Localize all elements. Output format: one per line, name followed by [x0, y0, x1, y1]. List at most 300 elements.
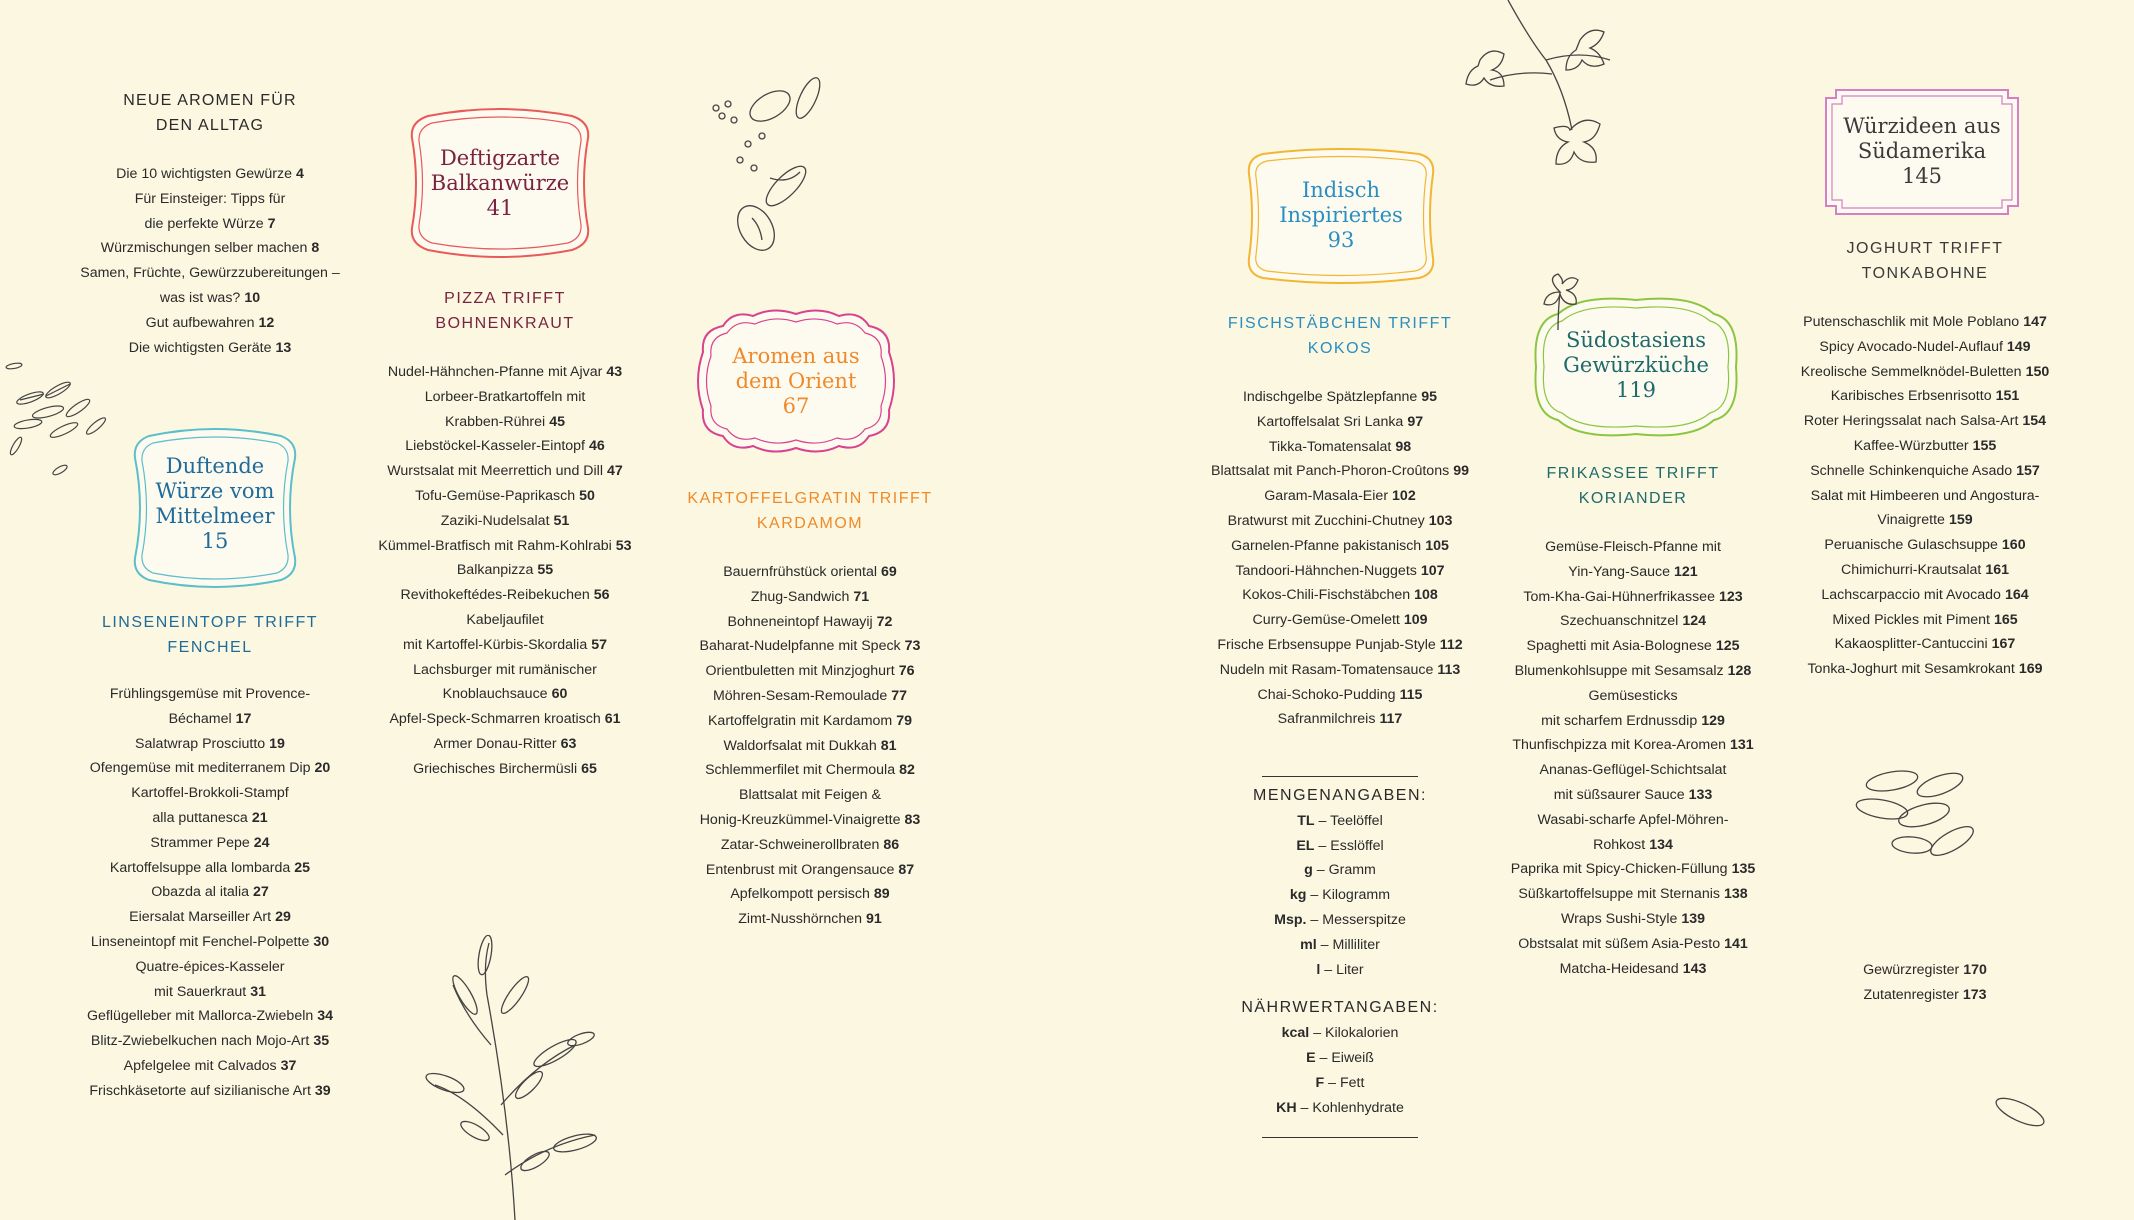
- toc-entry: [350, 484, 660, 509]
- toc-entry: [655, 808, 965, 833]
- toc-entry-title: Revithokeftédes-Reibekuchen: [400, 587, 590, 604]
- suedamerika-list: [1770, 310, 2080, 682]
- toc-entry-page: 151: [1995, 388, 2020, 405]
- toc-entry-title: Ananas-Geflügel-Schichtsalat: [1539, 762, 1727, 779]
- toc-entry-page: 76: [898, 663, 915, 680]
- toc-entry: [1478, 634, 1788, 659]
- toc-entry-title: Griechisches Birchermüsli: [413, 760, 578, 777]
- toc-entry-page: 154: [2022, 413, 2047, 430]
- toc-entry-title: Baharat-Nudelpfanne mit Speck: [699, 638, 901, 655]
- toc-entry: [1770, 657, 2080, 682]
- legend-meaning: Gramm: [1328, 862, 1376, 879]
- toc-entry-title: Bohneneintopf Hawayij: [727, 613, 873, 630]
- orient-list: [655, 560, 965, 932]
- toc-entry: [655, 634, 965, 659]
- toc-entry-page: 35: [313, 1033, 330, 1050]
- toc-entry-page: 55: [537, 562, 554, 579]
- balkan-column: [350, 286, 660, 782]
- toc-entry-page: 123: [1718, 588, 1743, 605]
- toc-entry-title: Curry-Gemüse-Omelett: [1252, 612, 1400, 629]
- toc-entry-page: 91: [866, 911, 882, 928]
- toc-entry: [1185, 633, 1495, 658]
- toc-entry-page: 159: [1948, 512, 1973, 529]
- toc-entry: [1478, 733, 1788, 758]
- toc-entry-page: 108: [1414, 587, 1438, 604]
- toc-entry-title: Kaffee-Würzbutter: [1853, 437, 1969, 454]
- toc-entry-page: 150: [2025, 363, 2050, 380]
- toc-entry-title: Mixed Pickles mit Piment: [1832, 611, 1990, 628]
- toc-entry-title: Tom-Kha-Gai-Hühnerfrikassee: [1523, 588, 1715, 605]
- legend-entry: E – Eiweiß: [1306, 1049, 1374, 1066]
- badge-orient: Aromen aus dem Orient 67: [693, 306, 899, 456]
- toc-entry-page: 50: [579, 487, 595, 504]
- legend-abbr: l: [1316, 961, 1321, 978]
- toc-entry-title: mit süßsaurer Sauce: [1553, 786, 1685, 803]
- toc-entry-title: Kartoffelsalat Sri Lanka: [1256, 413, 1404, 430]
- toc-entry: [350, 385, 660, 410]
- intro-column: [60, 88, 360, 360]
- toc-entry: [1770, 558, 2080, 583]
- toc-entry: [60, 980, 360, 1005]
- toc-entry-page: 17: [235, 710, 252, 727]
- toc-entry-title: Wasabi-scharfe Apfel-Möhren-: [1537, 811, 1729, 828]
- toc-entry: [1185, 509, 1495, 534]
- toc-entry-title: Béchamel: [168, 710, 232, 727]
- toc-entry-title: Safranmilchreis: [1277, 711, 1376, 728]
- legend-abbr: KH: [1276, 1099, 1297, 1116]
- toc-entry-title: Kartoffelsuppe alla lombarda: [109, 859, 291, 876]
- toc-entry-title: Lachscarpaccio mit Avocado: [1821, 586, 2001, 603]
- toc-entry-title: Chimichurri-Krautsalat: [1840, 561, 1982, 578]
- legend-entry: TL – Teelöffel: [1297, 812, 1383, 829]
- toc-entry: [60, 236, 360, 261]
- toc-entry: [1770, 409, 2080, 434]
- toc-entry-title: Schlemmerfilet mit Chermoula: [705, 762, 896, 779]
- toc-entry: [350, 757, 660, 782]
- toc-entry: [350, 459, 660, 484]
- toc-entry-page: 98: [1395, 438, 1412, 455]
- intro-heading: NEUE AROMEN FÜR DEN ALLTAG: [123, 92, 297, 134]
- toc-entry-title: Knoblauchsauce: [442, 686, 548, 703]
- toc-entry-title: Lorbeer-Bratkartoffeln mit: [424, 388, 586, 405]
- toc-entry-page: 89: [873, 886, 890, 903]
- toc-entry-page: 82: [899, 762, 915, 779]
- toc-entry-page: 24: [253, 834, 270, 851]
- toc-entry: [60, 1004, 360, 1029]
- orient-column: [655, 486, 965, 932]
- legend-entry: ml – Milliliter: [1300, 936, 1380, 953]
- toc-entry-page: 124: [1682, 613, 1706, 630]
- legend-mengen-heading: MENGENANGABEN:: [1253, 787, 1427, 804]
- toc-entry-page: 21: [251, 809, 268, 826]
- legend-meaning: Liter: [1336, 961, 1364, 978]
- legend-naehr-heading: NÄHRWERTANGABEN:: [1241, 999, 1439, 1017]
- toc-entry-title: Quatre-épices-Kasseler: [135, 958, 285, 975]
- toc-entry-title: Gewürzregister: [1863, 962, 1960, 978]
- toc-entry-title: Gut aufbewahren: [145, 314, 255, 331]
- toc-entry: [1770, 360, 2080, 385]
- toc-entry: [1185, 410, 1495, 435]
- toc-entry: [1478, 907, 1788, 932]
- toc-entry: [655, 709, 965, 734]
- toc-entry-page: 102: [1392, 488, 1416, 505]
- toc-entry-title: Thunfischpizza mit Korea-Aromen: [1512, 737, 1726, 754]
- toc-entry-title: Zatar-Schweinerollbraten: [720, 836, 880, 853]
- toc-entry-title: Würzmischungen selber machen: [100, 240, 308, 257]
- toc-entry: [1185, 484, 1495, 509]
- toc-entry-title: Garam-Masala-Eier: [1264, 488, 1389, 505]
- toc-entry-page: 128: [1727, 662, 1752, 679]
- toc-entry: [60, 212, 360, 237]
- toc-entry-page: 155: [1972, 437, 1997, 454]
- toc-entry-page: 13: [275, 339, 292, 356]
- toc-entry-title: Tandoori-Hähnchen-Nuggets: [1235, 562, 1417, 579]
- toc-entry-title: Apfel-Speck-Schmarren kroatisch: [389, 711, 601, 728]
- toc-entry: [1478, 857, 1788, 882]
- toc-entry-page: 107: [1420, 562, 1445, 579]
- toc-entry-page: 4: [295, 166, 304, 182]
- toc-entry-title: Nudeln mit Rasam-Tomatensauce: [1219, 661, 1434, 678]
- coriander-illustration: [1460, 0, 1630, 210]
- toc-entry: [1478, 684, 1788, 709]
- toc-entry-title: Rohkost: [1593, 836, 1646, 853]
- toc-entry: [1478, 833, 1788, 858]
- thyme-sprig-illustration: [405, 935, 635, 1220]
- toc-entry: [1478, 560, 1788, 585]
- toc-entry: [655, 560, 965, 585]
- toc-entry-title: Strammer Pepe: [150, 834, 250, 851]
- legend-abbr: kcal: [1281, 1025, 1310, 1042]
- toc-entry-title: Linseneintopf mit Fenchel-Polpette: [90, 933, 310, 950]
- toc-entry-title: Kartoffelgratin mit Kardamom: [707, 712, 893, 729]
- toc-entry-page: 73: [904, 638, 921, 655]
- toc-entry-title: Krabben-Rührei: [445, 413, 546, 430]
- toc-entry: [655, 610, 965, 635]
- toc-entry-title: Tonka-Joghurt mit Sesamkrokant: [1807, 661, 2015, 678]
- toc-entry: [1478, 957, 1788, 982]
- toc-entry-page: 133: [1688, 786, 1713, 803]
- toc-entry: [350, 410, 660, 435]
- toc-entry: [350, 434, 660, 459]
- toc-entry: [1770, 508, 2080, 533]
- toc-entry-title: Kartoffel-Brokkoli-Stampf: [131, 785, 289, 802]
- toc-entry-page: 112: [1439, 636, 1463, 653]
- toc-entry-title: mit scharfem Erdnussdip: [1541, 712, 1698, 729]
- toc-entry-title: Zutatenregister: [1863, 986, 1959, 1003]
- toc-entry-page: 170: [1963, 962, 1987, 978]
- toc-entry: [655, 783, 965, 808]
- toc-entry-page: 134: [1649, 836, 1673, 853]
- toc-entry-page: 99: [1453, 463, 1469, 480]
- toc-entry: [350, 732, 660, 757]
- legend-meaning: Teelöffel: [1330, 812, 1383, 829]
- toc-entry-title: Salatwrap Prosciutto: [135, 735, 266, 752]
- toc-entry-page: 115: [1399, 686, 1423, 703]
- toc-entry: [1478, 609, 1788, 634]
- badge-indisch: Indisch Inspiriertes 93: [1243, 148, 1439, 284]
- toc-entry-page: 7: [267, 215, 276, 232]
- register-column: [1770, 958, 2080, 1008]
- toc-entry-page: 167: [1991, 636, 2016, 653]
- toc-entry-title: Orientbuletten mit Minzjoghurt: [705, 663, 895, 680]
- toc-entry-title: Frühlingsgemüse mit Provence-: [109, 686, 311, 702]
- toc-entry-title: Süßkartoffelsuppe mit Sternanis: [1518, 886, 1720, 903]
- toc-entry-title: Honig-Kreuzkümmel-Vinaigrette: [699, 811, 901, 828]
- toc-entry-title: Salat mit Himbeeren und Angostura-: [1810, 487, 2040, 504]
- toc-entry-title: Apfelkompott persisch: [730, 886, 870, 903]
- legend-abbr: F: [1315, 1074, 1325, 1091]
- toc-entry-title: Apfelgelee mit Calvados: [123, 1057, 277, 1074]
- toc-entry-title: Szechuanschnitzel: [1560, 613, 1679, 630]
- toc-entry: [1478, 783, 1788, 808]
- legend-meaning: Eiweiß: [1331, 1049, 1374, 1066]
- toc-entry: [60, 311, 360, 336]
- toc-entry-title: Chai-Schoko-Pudding: [1257, 686, 1396, 703]
- toc-entry-title: Blumenkohlsuppe mit Sesamsalz: [1514, 662, 1724, 679]
- toc-entry: [1185, 459, 1495, 484]
- toc-entry-page: 138: [1723, 886, 1748, 903]
- legend-entry: KH – Kohlenhydrate: [1276, 1099, 1404, 1116]
- toc-entry-page: 95: [1421, 389, 1438, 405]
- toc-entry-page: 65: [581, 760, 597, 777]
- toc-entry: [350, 658, 660, 683]
- toc-entry-title: Gemüse-Fleisch-Pfanne mit: [1545, 539, 1721, 555]
- toc-entry-title: Paprika mit Spicy-Chicken-Füllung: [1510, 861, 1728, 878]
- legend-meaning: Fett: [1340, 1074, 1365, 1091]
- toc-entry: [1770, 533, 2080, 558]
- toc-entry-page: 8: [311, 240, 320, 257]
- toc-entry: [1770, 384, 2080, 409]
- toc-entry: [1770, 608, 2080, 633]
- badge-balkan: Deftigzarte Balkanwürze 41: [404, 108, 596, 258]
- toc-entry-title: Kreolische Semmelknödel-Buletten: [1800, 363, 2022, 380]
- toc-entry: [350, 360, 660, 385]
- toc-entry: [655, 907, 965, 932]
- badge-suedamerika: Würzideen aus Südamerika 145: [1822, 86, 2022, 218]
- toc-entry-page: 121: [1674, 563, 1698, 580]
- toc-entry: [350, 707, 660, 732]
- toc-entry-title: Balkanpizza: [456, 562, 534, 579]
- toc-entry: [60, 682, 360, 707]
- toc-entry: [1185, 707, 1495, 732]
- toc-entry: [1185, 559, 1495, 584]
- toc-entry: [60, 1079, 360, 1104]
- toc-entry: [60, 162, 360, 187]
- toc-entry-title: Matcha-Heidesand: [1559, 960, 1679, 977]
- toc-entry-title: Yin-Yang-Sauce: [1568, 563, 1671, 580]
- toc-entry-page: 147: [2023, 314, 2047, 330]
- toc-entry: [350, 608, 660, 633]
- toc-entry-title: Lachsburger mit rumänischer: [413, 661, 597, 678]
- indisch-heading: FISCHSTÄBCHEN TRIFFT KOKOS: [1227, 315, 1453, 357]
- toc-entry: [60, 831, 360, 856]
- toc-entry-page: 20: [314, 760, 331, 777]
- toc-entry-title: Eiersalat Marseiller Art: [129, 909, 272, 926]
- toc-entry: [60, 880, 360, 905]
- toc-entry-page: 87: [898, 861, 915, 878]
- toc-entry-page: 69: [881, 564, 897, 580]
- toc-entry-page: 83: [904, 811, 921, 828]
- legend-entry: l – Liter: [1316, 961, 1364, 978]
- toc-entry-title: Roter Heringssalat nach Salsa-Art: [1803, 413, 2019, 430]
- toc-entry: [1478, 659, 1788, 684]
- toc-entry: [1478, 808, 1788, 833]
- toc-entry-page: 46: [589, 438, 605, 455]
- suedamerika-column: [1770, 236, 2080, 682]
- toc-entry-page: 143: [1682, 960, 1707, 977]
- toc-entry-title: Die 10 wichtigsten Gewürze: [116, 166, 292, 182]
- toc-entry-page: 12: [258, 314, 275, 331]
- toc-entry: [60, 806, 360, 831]
- toc-entry: [1478, 585, 1788, 610]
- toc-entry-page: 30: [313, 933, 330, 950]
- toc-entry-title: Für Einsteiger: Tipps für: [134, 190, 286, 207]
- toc-entry-page: 135: [1731, 861, 1756, 878]
- cardamom-illustration: [700, 68, 830, 258]
- suedostasien-heading: FRIKASSEE TRIFFT KORIANDER: [1546, 465, 1720, 507]
- suedostasien-list: [1478, 535, 1788, 981]
- toc-entry: [1770, 484, 2080, 509]
- toc-entry: [60, 781, 360, 806]
- legend-abbr: ml: [1300, 936, 1317, 953]
- toc-entry: [350, 633, 660, 658]
- toc-entry-title: Blattsalat mit Feigen &: [739, 787, 881, 804]
- toc-entry-title: mit Kartoffel-Kürbis-Skordalia: [402, 636, 588, 653]
- toc-entry-title: Nudel-Hähnchen-Pfanne mit Ajvar: [387, 364, 603, 380]
- toc-entry-title: Samen, Früchte, Gewürzzubereitungen –: [80, 265, 340, 282]
- toc-entry-page: 164: [2004, 586, 2029, 603]
- legend-mengen-list: [1240, 809, 1440, 983]
- legend-abbr: TL: [1297, 812, 1315, 829]
- toc-entry: [1185, 608, 1495, 633]
- toc-entry-page: 47: [606, 463, 623, 480]
- legend-meaning: Messerspitze: [1322, 911, 1406, 928]
- legend-entry: kcal – Kilokalorien: [1281, 1025, 1399, 1042]
- toc-entry: [655, 833, 965, 858]
- indisch-list: [1185, 385, 1495, 732]
- toc-entry: [60, 930, 360, 955]
- toc-entry: [60, 1054, 360, 1079]
- toc-entry-page: 79: [896, 712, 913, 729]
- toc-entry-title: Bauernfrühstück oriental: [723, 564, 877, 580]
- toc-entry-page: 60: [551, 686, 568, 703]
- toc-entry: [655, 585, 965, 610]
- toc-entry-page: 113: [1437, 661, 1461, 678]
- toc-entry: [655, 858, 965, 883]
- legend-box: [1240, 784, 1440, 1120]
- toc-entry-title: Peruanische Gulaschsuppe: [1824, 537, 1998, 554]
- toc-entry-page: 103: [1428, 512, 1453, 529]
- toc-entry-title: Zhug-Sandwich: [750, 588, 850, 605]
- toc-entry: [1478, 709, 1788, 734]
- fennel-seeds-illustration: [0, 360, 130, 480]
- legend-meaning: Kilogramm: [1322, 887, 1391, 904]
- toc-entry-title: Gemüsesticks: [1588, 687, 1678, 704]
- toc-entry: [1478, 932, 1788, 957]
- toc-entry-page: 131: [1730, 737, 1754, 754]
- toc-entry: [1770, 958, 2080, 983]
- toc-entry-title: Obstsalat mit süßem Asia-Pesto: [1518, 935, 1721, 952]
- toc-entry: [60, 732, 360, 757]
- toc-entry-page: 29: [275, 909, 291, 926]
- toc-entry: [60, 261, 360, 286]
- toc-entry-page: 173: [1962, 986, 1987, 1003]
- toc-entry-page: 160: [2001, 537, 2026, 554]
- toc-entry-page: 51: [553, 512, 570, 529]
- toc-entry-title: Frische Erbsensuppe Punjab-Style: [1217, 636, 1436, 653]
- balkan-list: [350, 360, 660, 782]
- toc-entry: [1185, 658, 1495, 683]
- toc-entry: [655, 734, 965, 759]
- indisch-column: [1185, 311, 1495, 732]
- toc-entry-page: 37: [280, 1057, 297, 1074]
- toc-entry: [655, 684, 965, 709]
- toc-entry-title: alla puttanesca: [152, 809, 248, 826]
- toc-entry-title: Entenbrust mit Orangensauce: [705, 861, 895, 878]
- toc-entry-title: Tikka-Tomatensalat: [1268, 438, 1392, 455]
- toc-entry-title: Putenschaschlik mit Mole Poblano: [1803, 314, 2020, 330]
- toc-entry-title: Spicy Avocado-Nudel-Auflauf: [1819, 338, 2003, 355]
- toc-entry: [60, 286, 360, 311]
- toc-entry-title: Die wichtigsten Geräte: [128, 339, 272, 356]
- toc-entry-title: Zaziki-Nudelsalat: [440, 512, 550, 529]
- toc-entry-title: Garnelen-Pfanne pakistanisch: [1231, 537, 1422, 554]
- toc-entry-title: Kabeljaufilet: [466, 611, 544, 628]
- toc-entry-page: 129: [1701, 712, 1725, 729]
- toc-entry-page: 157: [2016, 462, 2040, 479]
- toc-entry: [655, 882, 965, 907]
- toc-entry: [655, 758, 965, 783]
- legend-abbr: kg: [1289, 887, 1307, 904]
- toc-entry: [350, 583, 660, 608]
- toc-entry-page: 63: [560, 735, 577, 752]
- toc-entry-page: 139: [1681, 910, 1706, 927]
- coriander-leaf-illustration: [1528, 272, 1592, 336]
- toc-entry-page: 39: [314, 1082, 331, 1099]
- toc-entry-page: 72: [876, 613, 893, 630]
- toc-entry-title: Blitz-Zwiebelkuchen nach Mojo-Art: [90, 1033, 310, 1050]
- legend-abbr: g: [1304, 862, 1313, 879]
- toc-entry: [1478, 758, 1788, 783]
- toc-entry: [1770, 632, 2080, 657]
- toc-entry-title: Kakaosplitter-Cantuccini: [1834, 636, 1988, 653]
- toc-entry-page: 45: [549, 413, 565, 430]
- legend-entry: EL – Esslöffel: [1296, 837, 1384, 854]
- toc-entry-page: 43: [606, 364, 623, 380]
- toc-entry-page: 109: [1403, 612, 1428, 629]
- toc-entry: [60, 1029, 360, 1054]
- legend-meaning: Kilokalorien: [1325, 1025, 1399, 1042]
- toc-entry-title: mit Sauerkraut: [153, 983, 247, 1000]
- toc-entry-page: 57: [591, 636, 608, 653]
- toc-entry-title: Blattsalat mit Panch-Phoron-Croûtons: [1211, 463, 1450, 480]
- toc-entry: [60, 905, 360, 930]
- legend-rule-top: [1262, 776, 1418, 777]
- toc-entry: [1478, 882, 1788, 907]
- legend-meaning: Milliliter: [1332, 936, 1380, 953]
- toc-entry-page: 165: [1994, 611, 2018, 628]
- legend-abbr: Msp.: [1274, 911, 1307, 928]
- toc-entry-title: Waldorfsalat mit Dukkah: [723, 737, 877, 754]
- suedostasien-column: [1478, 461, 1788, 981]
- legend-meaning: Kohlenhydrate: [1312, 1099, 1404, 1116]
- toc-entry: [60, 336, 360, 361]
- toc-entry: [350, 509, 660, 534]
- toc-entry-page: 31: [250, 983, 267, 1000]
- toc-entry-page: 56: [593, 587, 610, 604]
- toc-entry-title: Bratwurst mit Zucchini-Chutney: [1227, 512, 1425, 529]
- toc-entry: [1185, 435, 1495, 460]
